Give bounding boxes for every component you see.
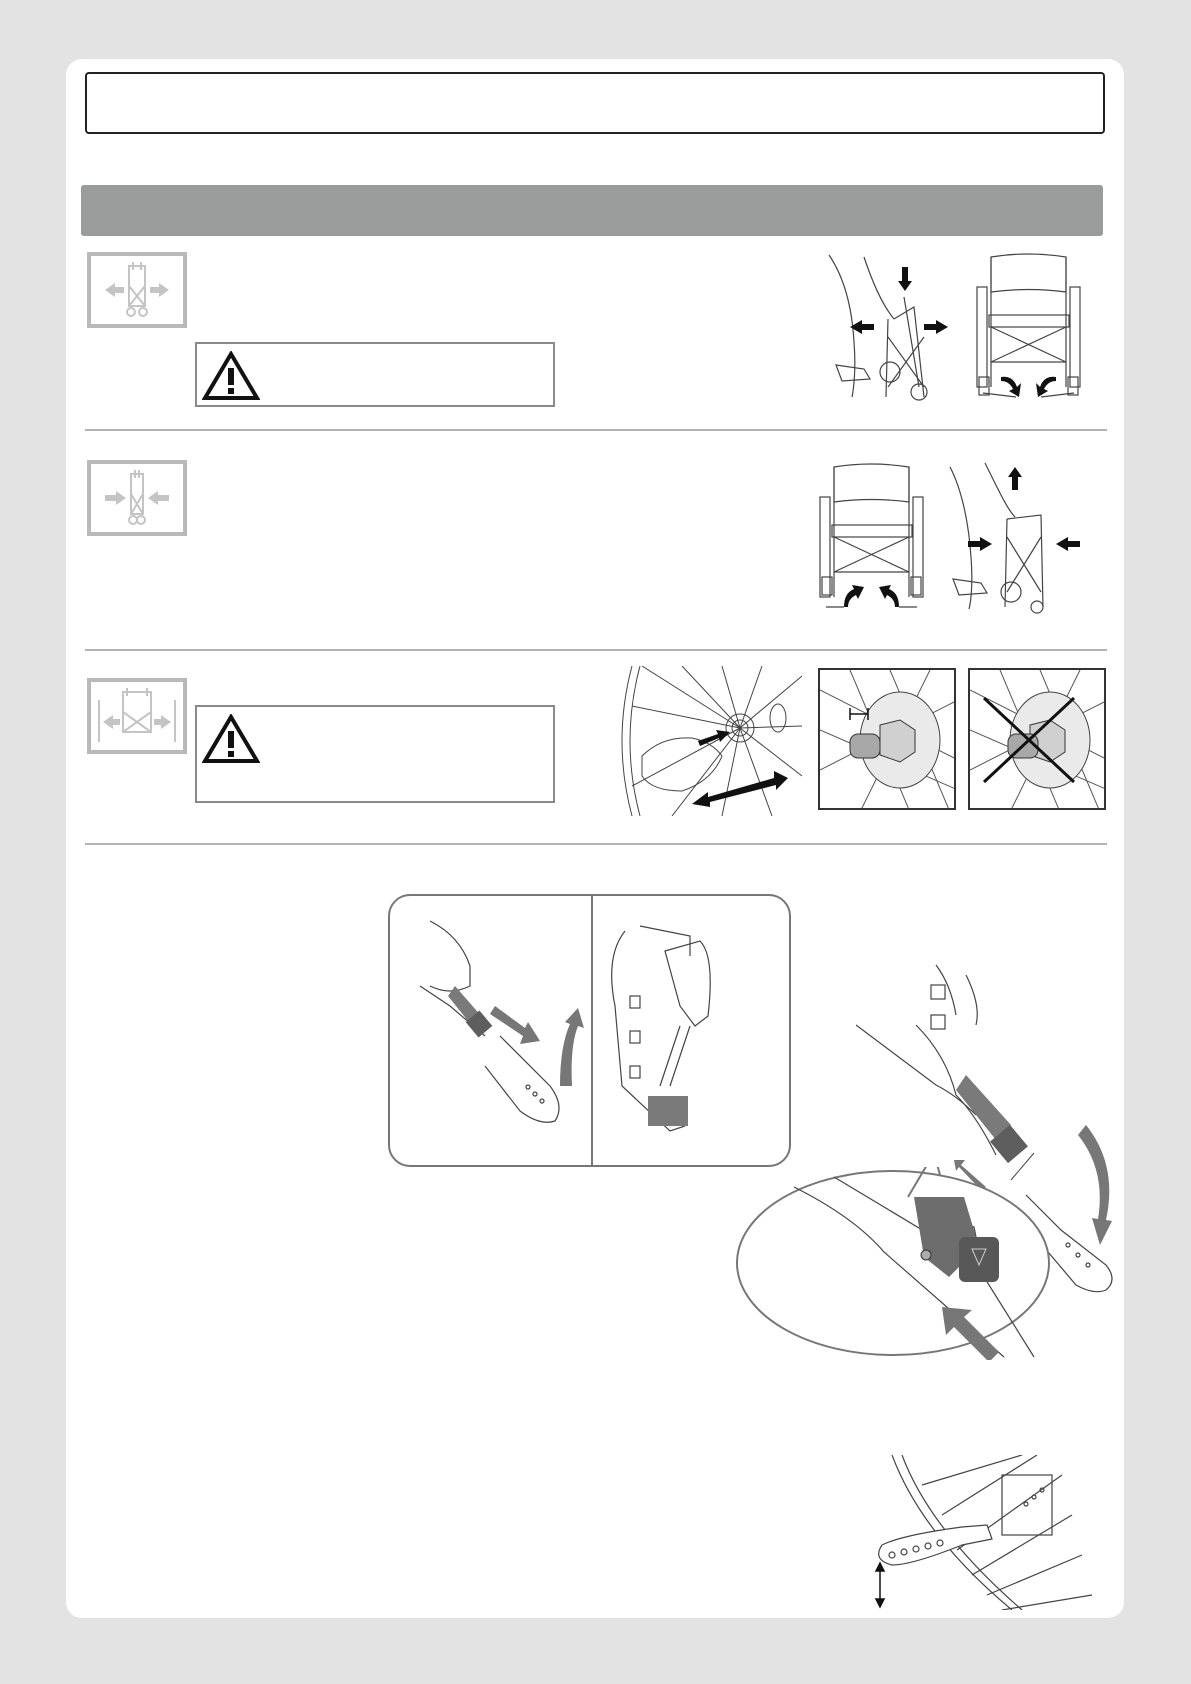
brake-lever-zoom-detail [734,1167,1052,1360]
unfold-open-chair-illustration [971,247,1086,404]
fold-wheelchair-icon [87,460,187,536]
fold-open-chair-illustration [814,457,929,617]
unfold-push-seat-illustration [824,247,956,404]
brake-lever-inset [388,894,791,1167]
quick-release-axle-illustration [612,666,802,816]
fold-lift-seat-illustration [945,457,1085,617]
page-title-box [85,72,1105,134]
section-divider [85,649,1107,651]
warning-icon [202,351,260,401]
remove-rear-wheel-icon [87,678,187,754]
warning-box-rear-wheel [195,705,555,803]
brake-height-adjust-illustration [862,1455,1094,1610]
manual-page [66,59,1124,1618]
section-divider [85,429,1107,431]
axle-correct-detail [818,668,956,810]
section-heading-bar [81,185,1103,236]
warning-icon [202,714,260,764]
warning-box-unfold [195,342,555,407]
section-divider [85,843,1107,845]
unfold-wheelchair-icon [87,252,187,328]
axle-incorrect-detail [968,668,1106,810]
